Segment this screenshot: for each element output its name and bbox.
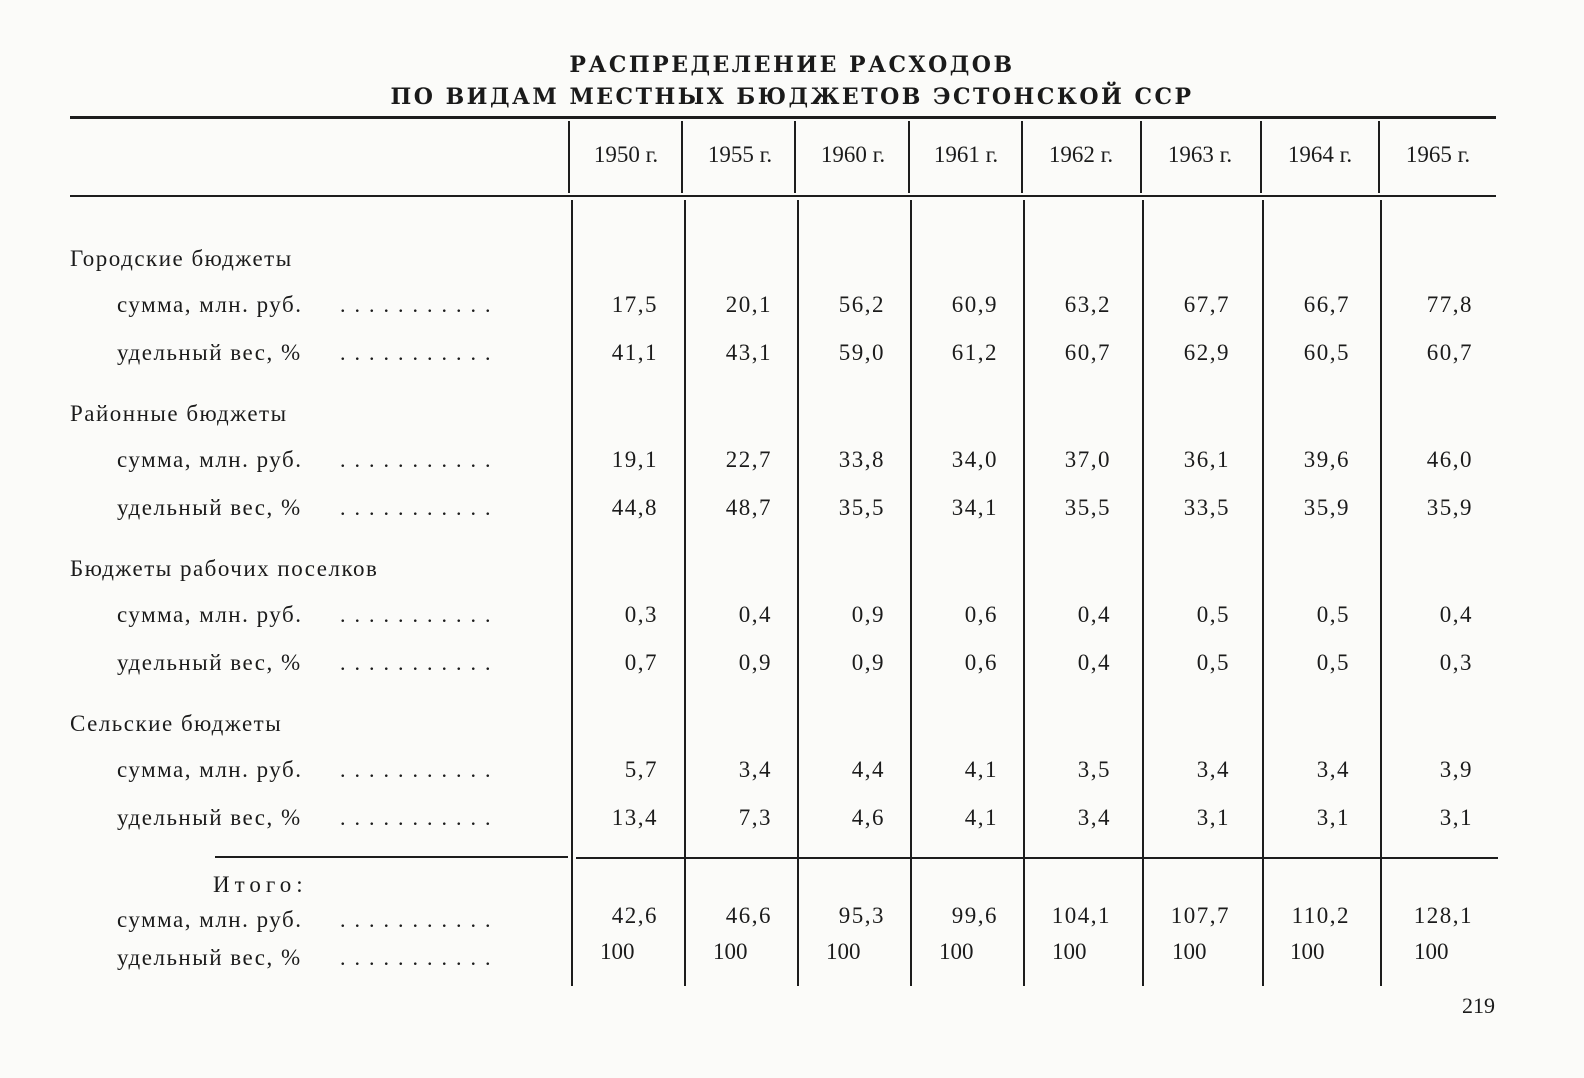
group-label: Бюджеты рабочих поселков [70, 556, 379, 581]
dot-leader: ........... [340, 757, 500, 782]
table-cell: 3,4 [1196, 757, 1230, 782]
body-column-divider [1380, 200, 1382, 986]
table-cell: 4,1 [964, 805, 998, 830]
row-label: сумма, млн. руб. [117, 292, 303, 317]
group-label: Районные бюджеты [70, 401, 288, 426]
header-column-divider [1140, 121, 1142, 193]
table-cell: 0,5 [1316, 650, 1350, 675]
page-number: 219 [1462, 993, 1495, 1018]
year-header: 1950 г. [593, 142, 659, 167]
table-cell: 0,6 [964, 650, 998, 675]
table-cell: 0,9 [851, 602, 885, 627]
table-cell: 41,1 [611, 340, 658, 365]
dot-leader: ........... [340, 340, 500, 365]
table-cell: 0,3 [1439, 650, 1473, 675]
table-cell: 33,5 [1183, 495, 1230, 520]
row-label: удельный вес, % [117, 945, 302, 970]
table-cell: 77,8 [1426, 292, 1473, 317]
table-cell: 3,5 [1077, 757, 1111, 782]
table-cell: 63,2 [1064, 292, 1111, 317]
group-label: Городские бюджеты [70, 246, 293, 271]
table-cell: 99,6 [951, 903, 998, 928]
table-cell: 100 [826, 939, 861, 964]
table-cell: 3,1 [1196, 805, 1230, 830]
dot-leader: ........... [340, 650, 500, 675]
table-cell: 100 [939, 939, 974, 964]
table-cell: 4,1 [964, 757, 998, 782]
table-cell: 3,1 [1439, 805, 1473, 830]
table-cell: 62,9 [1183, 340, 1230, 365]
table-cell: 19,1 [611, 447, 658, 472]
row-label: сумма, млн. руб. [117, 757, 303, 782]
row-label: сумма, млн. руб. [117, 907, 303, 932]
table-cell: 100 [1172, 939, 1207, 964]
year-header: 1961 г. [933, 142, 999, 167]
table-cell: 46,6 [725, 903, 772, 928]
table-cell: 39,6 [1303, 447, 1350, 472]
table-cell: 56,2 [838, 292, 885, 317]
table-cell: 0,6 [964, 602, 998, 627]
table-cell: 67,7 [1183, 292, 1230, 317]
table-cell: 3,4 [1077, 805, 1111, 830]
top-rule [70, 116, 1496, 119]
total-label: Итого: [213, 872, 308, 897]
row-label: сумма, млн. руб. [117, 447, 303, 472]
table-cell: 110,2 [1291, 903, 1350, 928]
row-label: удельный вес, % [117, 650, 302, 675]
group-label: Сельские бюджеты [70, 711, 283, 736]
total-rule-left [215, 856, 568, 858]
table-cell: 100 [1290, 939, 1325, 964]
table-cell: 66,7 [1303, 292, 1350, 317]
body-column-divider [797, 200, 799, 986]
table-cell: 3,4 [1316, 757, 1350, 782]
table-cell: 0,4 [738, 602, 772, 627]
year-header: 1962 г. [1048, 142, 1114, 167]
header-column-divider [1378, 121, 1380, 193]
table-cell: 46,0 [1426, 447, 1473, 472]
table-cell: 60,9 [951, 292, 998, 317]
table-cell: 0,3 [624, 602, 658, 627]
table-cell: 5,7 [624, 757, 658, 782]
year-header: 1960 г. [820, 142, 886, 167]
row-label: сумма, млн. руб. [117, 602, 303, 627]
table-cell: 104,1 [1051, 903, 1111, 928]
body-column-divider [684, 200, 686, 986]
table-cell: 44,8 [611, 495, 658, 520]
table-cell: 95,3 [838, 903, 885, 928]
table-title-line-1: РАСПРЕДЕЛЕНИЕ РАСХОДОВ [569, 52, 1015, 78]
table-cell: 107,7 [1170, 903, 1230, 928]
table-cell: 100 [1414, 939, 1449, 964]
table-cell: 60,7 [1426, 340, 1473, 365]
header-bottom-rule [70, 195, 1496, 197]
table-cell: 100 [1052, 939, 1087, 964]
row-label: удельный вес, % [117, 495, 302, 520]
table-cell: 48,7 [725, 495, 772, 520]
table-cell: 36,1 [1183, 447, 1230, 472]
dot-leader: ........... [340, 602, 500, 627]
table-cell: 37,0 [1064, 447, 1111, 472]
body-column-divider [1262, 200, 1264, 986]
table-cell: 43,1 [725, 340, 772, 365]
row-label: удельный вес, % [117, 340, 302, 365]
table-cell: 0,4 [1439, 602, 1473, 627]
table-cell: 20,1 [725, 292, 772, 317]
table-cell: 100 [713, 939, 748, 964]
dot-leader: ........... [340, 907, 500, 932]
table-cell: 3,9 [1439, 757, 1473, 782]
table-cell: 34,0 [951, 447, 998, 472]
body-column-divider [1023, 200, 1025, 986]
table-cell: 35,5 [838, 495, 885, 520]
table-cell: 3,4 [738, 757, 772, 782]
table-cell: 61,2 [951, 340, 998, 365]
table-cell: 13,4 [611, 805, 658, 830]
body-column-divider [571, 200, 573, 986]
year-header: 1963 г. [1167, 142, 1233, 167]
table-cell: 0,4 [1077, 602, 1111, 627]
table-cell: 35,5 [1064, 495, 1111, 520]
dot-leader: ........... [340, 292, 500, 317]
table-cell: 22,7 [725, 447, 772, 472]
total-rule-right [576, 857, 1498, 859]
table-cell: 60,5 [1303, 340, 1350, 365]
table-cell: 33,8 [838, 447, 885, 472]
table-cell: 35,9 [1426, 495, 1473, 520]
body-column-divider [910, 200, 912, 986]
table-cell: 4,4 [851, 757, 885, 782]
table-cell: 34,1 [951, 495, 998, 520]
table-cell: 17,5 [611, 292, 658, 317]
dot-leader: ........... [340, 447, 500, 472]
year-header: 1964 г. [1287, 142, 1353, 167]
dot-leader: ........... [340, 805, 500, 830]
body-column-divider [1142, 200, 1144, 986]
year-header: 1955 г. [707, 142, 773, 167]
table-cell: 7,3 [738, 805, 772, 830]
table-cell: 0,5 [1316, 602, 1350, 627]
dot-leader: ........... [340, 945, 500, 970]
header-column-divider [1260, 121, 1262, 193]
table-cell: 42,6 [611, 903, 658, 928]
table-cell: 100 [600, 939, 635, 964]
table-cell: 0,4 [1077, 650, 1111, 675]
table-cell: 35,9 [1303, 495, 1350, 520]
table-cell: 0,7 [624, 650, 658, 675]
table-cell: 0,5 [1196, 650, 1230, 675]
table-cell: 128,1 [1413, 903, 1473, 928]
table-cell: 0,9 [851, 650, 885, 675]
table-cell: 3,1 [1316, 805, 1350, 830]
table-cell: 4,6 [851, 805, 885, 830]
dot-leader: ........... [340, 495, 500, 520]
table-cell: 60,7 [1064, 340, 1111, 365]
year-header: 1965 г. [1405, 142, 1471, 167]
table-title-line-2: ПО ВИДАМ МЕСТНЫХ БЮДЖЕТОВ ЭСТОНСКОЙ ССР [390, 84, 1194, 110]
row-label: удельный вес, % [117, 805, 302, 830]
table-cell: 0,9 [738, 650, 772, 675]
table-cell: 59,0 [838, 340, 885, 365]
table-cell: 0,5 [1196, 602, 1230, 627]
